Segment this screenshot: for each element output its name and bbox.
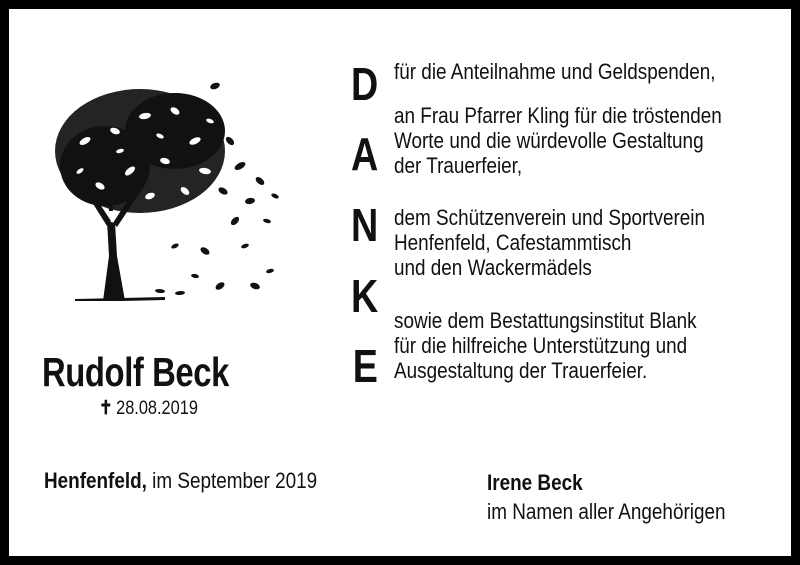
date-text: im September 2019 [152,468,318,493]
cross-icon: ✝ [99,398,113,419]
danke-letter-a: A [351,128,379,180]
tree-illustration [45,71,295,301]
place-and-date [44,468,369,494]
danke-letter-k: K [351,270,379,322]
place: Henfenfeld, [44,468,147,493]
deceased-name: Rudolf Beck [42,349,229,395]
signer-name: Irene Beck [487,470,583,495]
death-date-value: 28.08.2019 [116,398,198,419]
thanks-paragraph-clubs: dem Schützenverein und Sportverein Henfenfeld, Cafestammtisch und den Wackermädels [394,205,705,280]
danke-letter-d: D [351,58,379,110]
signature-block [487,468,771,526]
death-date [99,397,214,420]
thanks-paragraph-donations: für die Anteilnahme und Geldspenden, [394,59,716,84]
danke-letter-n: N [351,199,379,251]
thanks-paragraph-funeral-home: sowie dem Bestattungsinstitut Blank für die hilfreiche Unterstützung und Ausgestaltung der Trauerfeier. [394,308,697,383]
danke-letter-e: E [352,340,378,392]
thanks-paragraph-pastor: an Frau Pfarrer Kling für die tröstenden Worte und die würdevolle Gestaltung der Trauerfeier, [394,103,722,178]
signer-note: im Namen aller Angehörigen [487,499,726,524]
obituary-card [9,9,791,556]
